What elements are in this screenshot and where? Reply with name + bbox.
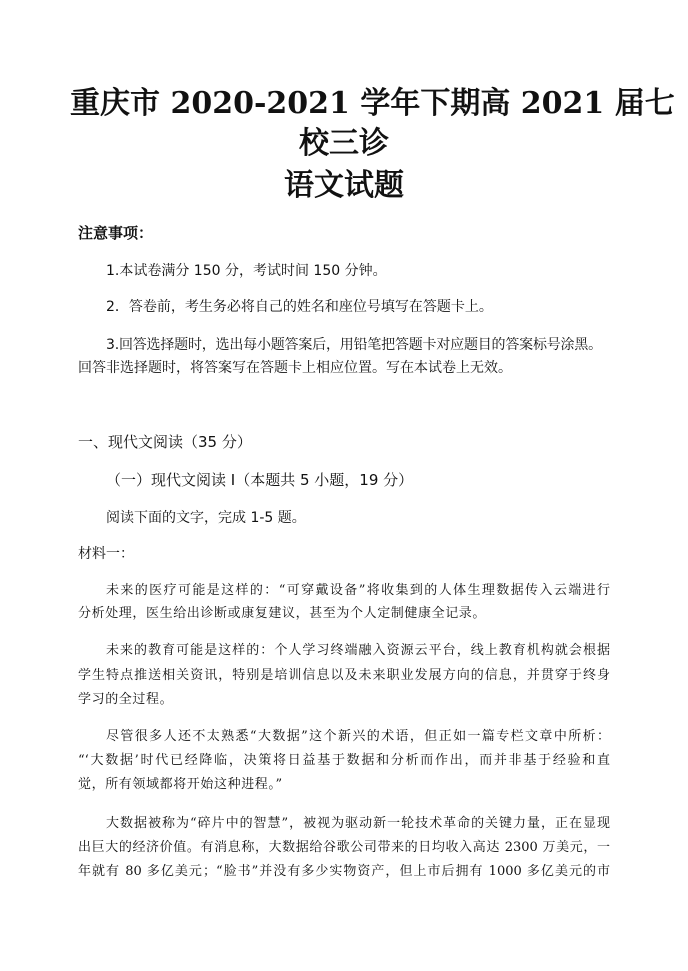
paragraph-1-line-1: 未来的医疗可能是这样的：“可穿戴设备”将收集到的人体生理数据传入云端进行 [106, 583, 610, 598]
paragraph-3-line-3: 觉，所有领域都将开始这种进程。” [78, 777, 283, 792]
section-1-heading: 一、现代文阅读（35 分） [78, 433, 252, 451]
paragraph-4-line-1: 大数据被称为“碎片中的智慧”，被视为驱动新一轮技术革命的关键力量，正在显现 [106, 816, 610, 831]
paragraph-3-line-1: 尽管很多人还不太熟悉“大数据”这个新兴的术语，但正如一篇专栏文章中所析： [106, 729, 610, 744]
paragraph-4-line-2: 出巨大的经济价值。有消息称，大数据给谷歌公司带来的日均收入高达 2300 万美元，一 [78, 840, 610, 855]
material-label: 材料一： [78, 546, 134, 562]
notice-heading: 注意事项： [78, 224, 154, 242]
notice-item-1: 1.本试卷满分 150 分，考试时间 150 分钟。 [106, 263, 387, 279]
title-line-2: 校三诊 [299, 126, 389, 161]
notice-item-3-line-2: 回答非选择题时，将答案写在答题卡上相应位置。写在本试卷上无效。 [78, 360, 512, 376]
notice-item-3-line-1: 3.回答选择题时，选出每小题答案后，用铅笔把答题卡对应题目的答案标号涂黑。 [106, 337, 602, 353]
title-line-1: 重庆市 2020-2021 学年下期高 2021 届七 [70, 86, 675, 121]
reading-instruction: 阅读下面的文字，完成 1-5 题。 [106, 510, 306, 526]
notice-item-2: 2．答卷前，考生务必将自己的姓名和座位号填写在答题卡上。 [106, 299, 493, 315]
paragraph-2-line-3: 学习的全过程。 [78, 692, 174, 707]
paragraph-4-line-3: 年就有 80 多亿美元；“脸书”并没有多少实物资产，但上市后拥有 1000 多亿美元的市 [78, 864, 610, 879]
paragraph-2-line-1: 未来的教育可能是这样的：个人学习终端融入资源云平台，线上教育机构就会根据 [106, 643, 610, 658]
paragraph-2-line-2: 学生特点推送相关资讯，特别是培训信息以及未来职业发展方向的信息，并贯穿于终身 [78, 668, 610, 683]
title-line-3: 语文试题 [284, 168, 404, 203]
paragraph-3-line-2: “‘大数据’时代已经降临，决策将日益基于数据和分析而作出，而并非基于经验和直 [78, 753, 610, 768]
section-1-subheading: （一）现代文阅读 I（本题共 5 小题，19 分） [106, 471, 414, 489]
paragraph-1-line-2: 分析处理，医生给出诊断或康复建议，甚至为个人定制健康全记录。 [78, 606, 487, 621]
